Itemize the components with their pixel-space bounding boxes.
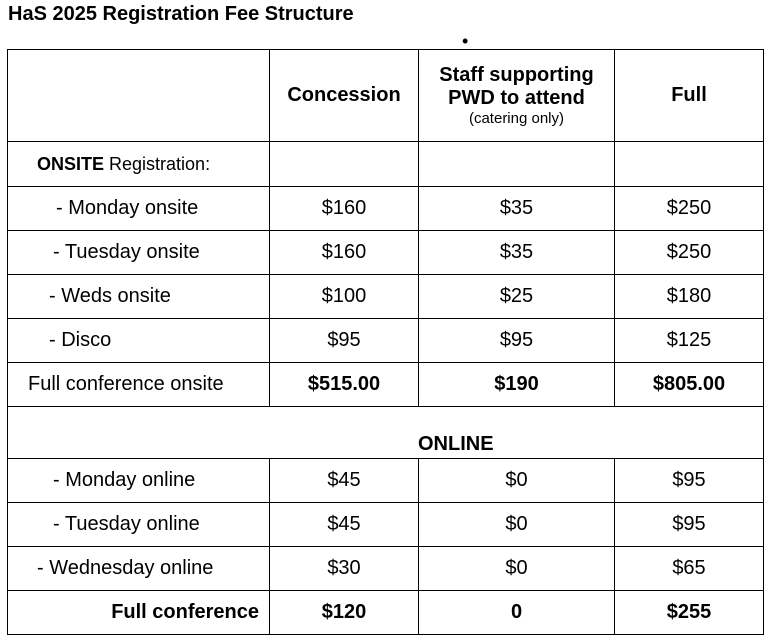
onsite-total-row: Full conference onsite $515.00 $190 $805.00 [8, 363, 764, 407]
table-row: - Monday onsite $160 $35 $250 [8, 187, 764, 231]
header-empty-cell [8, 50, 270, 142]
bullet-mark: • [462, 31, 469, 51]
header-row [8, 50, 764, 142]
table-row: - Disco $95 $95 $125 [8, 319, 764, 363]
online-heading: ONLINE [418, 433, 494, 455]
table-row: - Tuesday online $45 $0 $95 [8, 503, 764, 547]
header-concession: Concession [270, 50, 419, 142]
online-heading-row [8, 407, 764, 459]
header-staff-line2: PWD to attend [448, 86, 585, 109]
table-row: - Monday online $45 $0 $95 [8, 459, 764, 503]
header-full: Full [615, 50, 764, 142]
table-row: - Tuesday onsite $160 $35 $250 [8, 231, 764, 275]
fee-table [7, 49, 764, 635]
onsite-heading-row [8, 142, 764, 187]
onsite-heading: ONSITE Registration: [8, 142, 270, 187]
table-row: - Wednesday online $30 $0 $65 [8, 547, 764, 591]
header-staff [419, 50, 615, 142]
header-staff-note: (catering only) [468, 109, 565, 127]
document-title: HaS 2025 Registration Fee Structure [8, 3, 354, 25]
online-total-row: Full conference $120 0 $255 [8, 591, 764, 635]
table-row: - Weds onsite $100 $25 $180 [8, 275, 764, 319]
header-staff-line1: Staff supporting [439, 63, 594, 86]
